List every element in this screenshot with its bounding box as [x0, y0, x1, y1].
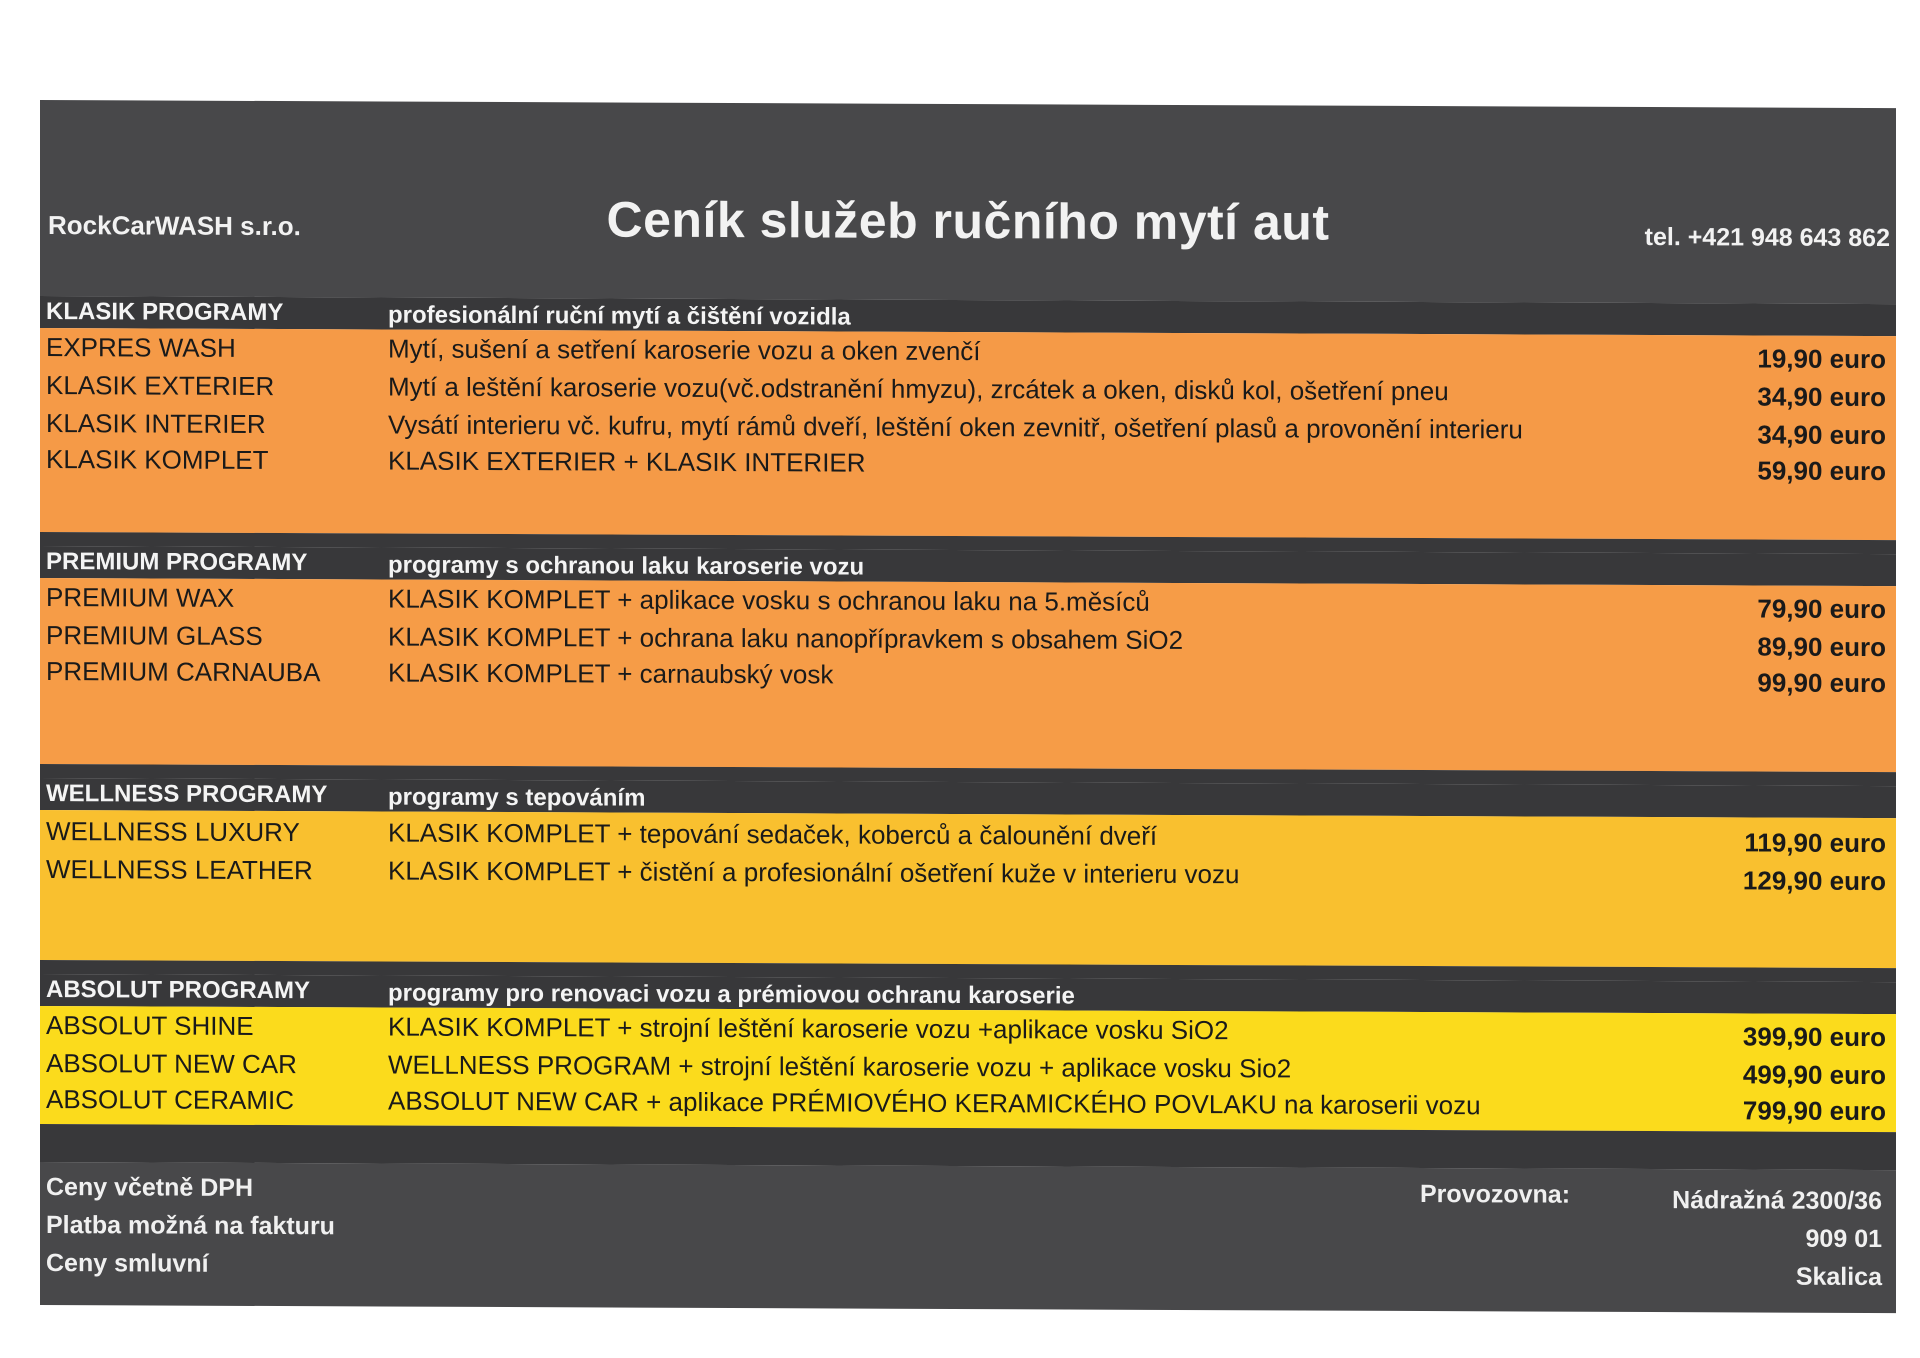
program-description: WELLNESS PROGRAM + strojní leštění karoserie vozu + aplikace vosku Sio2 — [388, 1049, 1292, 1084]
program-name: WELLNESS LUXURY — [46, 816, 300, 848]
location-label: Provozovna: — [1420, 1180, 1571, 1209]
footer-notes — [46, 1168, 335, 1283]
program-description: KLASIK KOMPLET + čistění a profesionální ošetření kuže v interieru vozu — [388, 855, 1240, 890]
program-name: KLASIK EXTERIER — [46, 370, 275, 402]
program-description: KLASIK KOMPLET + ochrana laku nanopřípravkem s obsahem SiO2 — [388, 621, 1184, 655]
footer — [40, 1162, 1896, 1313]
section-body-wellness — [40, 810, 1896, 968]
note-vat: Ceny včetně DPH — [46, 1173, 254, 1202]
section-body-premium — [40, 578, 1896, 772]
address-street: Nádražná 2300/36 — [1672, 1186, 1882, 1216]
program-price: 19,90 euro — [1757, 343, 1886, 375]
program-name: PREMIUM WAX — [46, 582, 235, 613]
program-description: KLASIK EXTERIER + KLASIK INTERIER — [388, 445, 866, 478]
section-description: programy s tepováním — [388, 783, 646, 812]
section-description: programy pro renovaci vozu a prémiovou ochranu karoserie — [388, 979, 1075, 1010]
program-description: ABSOLUT NEW CAR + aplikace PRÉMIOVÉHO KERAMICKÉHO POVLAKU na karoserii vozu — [388, 1085, 1481, 1121]
program-price: 499,90 euro — [1742, 1059, 1886, 1091]
program-name: WELLNESS LEATHER — [46, 854, 313, 886]
address-zip: 909 01 — [1805, 1224, 1882, 1254]
program-price: 799,90 euro — [1742, 1095, 1886, 1127]
page-title: Ceník služeb ručního mytí aut — [606, 191, 1330, 251]
section-title: ABSOLUT PROGRAMY — [46, 976, 310, 1005]
phone-number: tel. +421 948 643 862 — [1644, 223, 1890, 253]
header — [40, 100, 1896, 304]
program-price: 59,90 euro — [1757, 455, 1886, 487]
note-invoice: Platba možná na fakturu — [46, 1211, 335, 1241]
program-name: EXPRES WASH — [46, 332, 236, 363]
program-description: Mytí a leštění karoserie vozu(vč.odstranění hmyzu), zrcátek a oken, disků kol, ošetření pneu — [388, 371, 1449, 407]
program-name: ABSOLUT NEW CAR — [46, 1048, 297, 1080]
program-price: 129,90 euro — [1742, 865, 1886, 897]
address — [1672, 1181, 1882, 1296]
program-name: KLASIK INTERIER — [46, 408, 266, 439]
program-price: 99,90 euro — [1757, 667, 1886, 699]
program-description: Mytí, sušení a setření karoserie vozu a oken zvenčí — [388, 333, 981, 367]
program-description: KLASIK KOMPLET + aplikace vosku s ochranou laku na 5.měsíců — [388, 583, 1150, 617]
section-title: KLASIK PROGRAMY — [46, 298, 284, 327]
program-name: ABSOLUT SHINE — [46, 1010, 254, 1041]
program-description: KLASIK KOMPLET + strojní leštění karoserie vozu +aplikace vosku SiO2 — [388, 1011, 1229, 1046]
list-item — [40, 1082, 1896, 1128]
program-price: 79,90 euro — [1757, 593, 1886, 625]
company-name: RockCarWASH s.r.o. — [48, 210, 301, 242]
program-price: 399,90 euro — [1742, 1021, 1886, 1053]
program-description: Vysátí interieru vč. kufru, mytí rámů dveří, leštění oken zevnitř, ošetření plasů a provonění interieru — [388, 409, 1523, 445]
section-description: profesionální ruční mytí a čištění vozidla — [388, 301, 851, 331]
section-body-klasik — [40, 328, 1896, 540]
program-price: 34,90 euro — [1757, 381, 1886, 413]
section-title: PREMIUM PROGRAMY — [46, 548, 308, 577]
address-city: Skalica — [1795, 1262, 1882, 1292]
list-item — [40, 442, 1896, 488]
list-item — [40, 852, 1896, 898]
section-body-absolut — [40, 1006, 1896, 1132]
program-name: PREMIUM GLASS — [46, 620, 263, 651]
program-name: ABSOLUT CERAMIC — [46, 1084, 295, 1116]
note-contract: Ceny smluvní — [46, 1249, 209, 1278]
program-price: 119,90 euro — [1744, 827, 1886, 859]
program-price: 34,90 euro — [1757, 419, 1886, 451]
program-description: KLASIK KOMPLET + tepování sedaček, koberců a čalounění dveří — [388, 817, 1158, 851]
program-name: PREMIUM CARNAUBA — [46, 656, 321, 688]
list-item — [40, 654, 1896, 700]
section-title: WELLNESS PROGRAMY — [46, 780, 328, 809]
program-name: KLASIK KOMPLET — [46, 444, 269, 475]
section-description: programy s ochranou laku karoserie vozu — [388, 551, 865, 581]
program-price: 89,90 euro — [1757, 631, 1886, 663]
price-list-sheet — [40, 100, 1896, 1313]
program-description: KLASIK KOMPLET + carnaubský vosk — [388, 657, 834, 690]
